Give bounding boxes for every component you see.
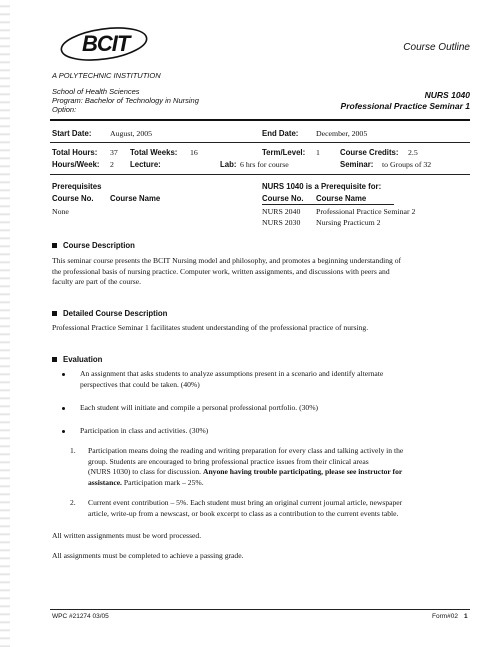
document-type: Course Outline xyxy=(403,42,470,53)
prerequisites-heading: Prerequisites xyxy=(52,182,102,191)
course-credits-value: 2.5 xyxy=(408,148,418,157)
bullet-icon xyxy=(62,407,65,410)
program-name: Program: Bachelor of Technology in Nursing xyxy=(52,96,199,105)
prereq-header-rule xyxy=(262,204,394,205)
footer-rule xyxy=(50,609,470,610)
section-square-icon xyxy=(52,243,57,248)
school-name: School of Health Sciences xyxy=(52,87,140,96)
table-row: NURS 2030 xyxy=(262,218,301,227)
bullet-icon xyxy=(62,430,65,433)
info-rule xyxy=(50,142,470,143)
scan-edge-artifact xyxy=(0,0,10,647)
section-square-icon xyxy=(52,357,57,362)
start-date-value: August, 2005 xyxy=(110,129,153,138)
prereq-none: None xyxy=(52,207,69,216)
header-rule xyxy=(50,119,470,121)
post-col-no: Course No. xyxy=(262,194,304,203)
lab-value: 6 hrs for course xyxy=(240,160,289,169)
institute-tagline: A POLYTECHNIC INSTITUTION xyxy=(52,71,161,80)
bullet-icon xyxy=(62,373,65,376)
course-description-text: This seminar course presents the BCIT Nursing model and philosophy, and promotes a beginning understanding of the professional basis of nursing practice. Computer work, written assignments, and discussions with peers and faculty are part of the course. xyxy=(52,256,402,286)
course-code: NURS 1040 xyxy=(424,90,470,100)
footer-form-id: Form#02 xyxy=(432,613,459,620)
evaluation-item-portfolio: Each student will initiate and compile a personal professional portfolio. (30%) xyxy=(80,403,319,412)
bcit-logo xyxy=(58,22,150,66)
passing-grade-note: All assignments must be completed to achieve a passing grade. xyxy=(52,551,244,560)
seminar-value: to Groups of 32 xyxy=(382,160,432,169)
evaluation-item-assignment: An assignment that asks students to analyze assumptions present in a scenario and identify alternate perspectives that could be taken. (40%) xyxy=(80,369,384,389)
participation-number: 1. xyxy=(70,446,76,455)
prereq-col-name: Course Name xyxy=(110,194,161,203)
table-row: Nursing Practicum 2 xyxy=(316,218,381,227)
term-level-value: 1 xyxy=(316,148,320,157)
post-col-name: Course Name xyxy=(316,194,367,203)
evaluation-heading: Evaluation xyxy=(52,355,102,364)
detailed-description-heading: Detailed Course Description xyxy=(52,309,167,318)
end-date-value: December, 2005 xyxy=(316,129,368,138)
seminar-label: Seminar: xyxy=(340,160,374,169)
total-weeks-value: 16 xyxy=(190,148,198,157)
course-description-heading: Course Description xyxy=(52,241,135,250)
prereq-col-no: Course No. xyxy=(52,194,94,203)
start-date-label: Start Date: xyxy=(52,129,92,138)
word-processed-note: All written assignments must be word processed. xyxy=(52,531,202,540)
course-title: Professional Practice Seminar 1 xyxy=(340,101,470,111)
participation-details: Participation means doing the reading and writing preparation for every class and talking actively in the group. Students are encouraged to bring professional practice issues from their clinical areas (NURS 1030) to class for discussion. Anyone having trouble participating, please see instructor for assistance. Participation mark – 25%. xyxy=(88,446,404,487)
evaluation-item-participation: Participation in class and activities. (30%) xyxy=(80,426,209,435)
section-square-icon xyxy=(52,311,57,316)
footer-doc-id: WPC #21274 03/05 xyxy=(52,613,109,620)
is-prereq-heading: NURS 1040 is a Prerequisite for: xyxy=(262,182,382,191)
detailed-description-text: Professional Practice Seminar 1 facilitates student understanding of the professional practice of nursing. xyxy=(52,323,369,332)
table-row: Professional Practice Seminar 2 xyxy=(316,207,416,216)
total-hours-value: 37 xyxy=(110,148,118,157)
table-row: NURS 2040 xyxy=(262,207,301,216)
current-event-number: 2. xyxy=(70,498,76,507)
term-level-label: Term/Level: xyxy=(262,148,306,157)
lecture-label: Lecture: xyxy=(130,160,161,169)
page-number: 1 xyxy=(464,613,468,620)
hours-week-value: 2 xyxy=(110,160,114,169)
hours-week-label: Hours/Week: xyxy=(52,160,100,169)
current-event-details: Current event contribution – 5%. Each student must bring an original current journal article, newspaper article, write-up from a newscast, or book excerpt to class as a contribution to the current events table. xyxy=(88,498,403,518)
lab-label: Lab: xyxy=(220,160,237,169)
info-rule-2 xyxy=(50,174,470,175)
end-date-label: End Date: xyxy=(262,129,299,138)
total-hours-label: Total Hours: xyxy=(52,148,98,157)
course-credits-label: Course Credits: xyxy=(340,148,399,157)
logo-text: BCIT xyxy=(82,31,130,56)
option-label: Option: xyxy=(52,105,77,114)
total-weeks-label: Total Weeks: xyxy=(130,148,178,157)
